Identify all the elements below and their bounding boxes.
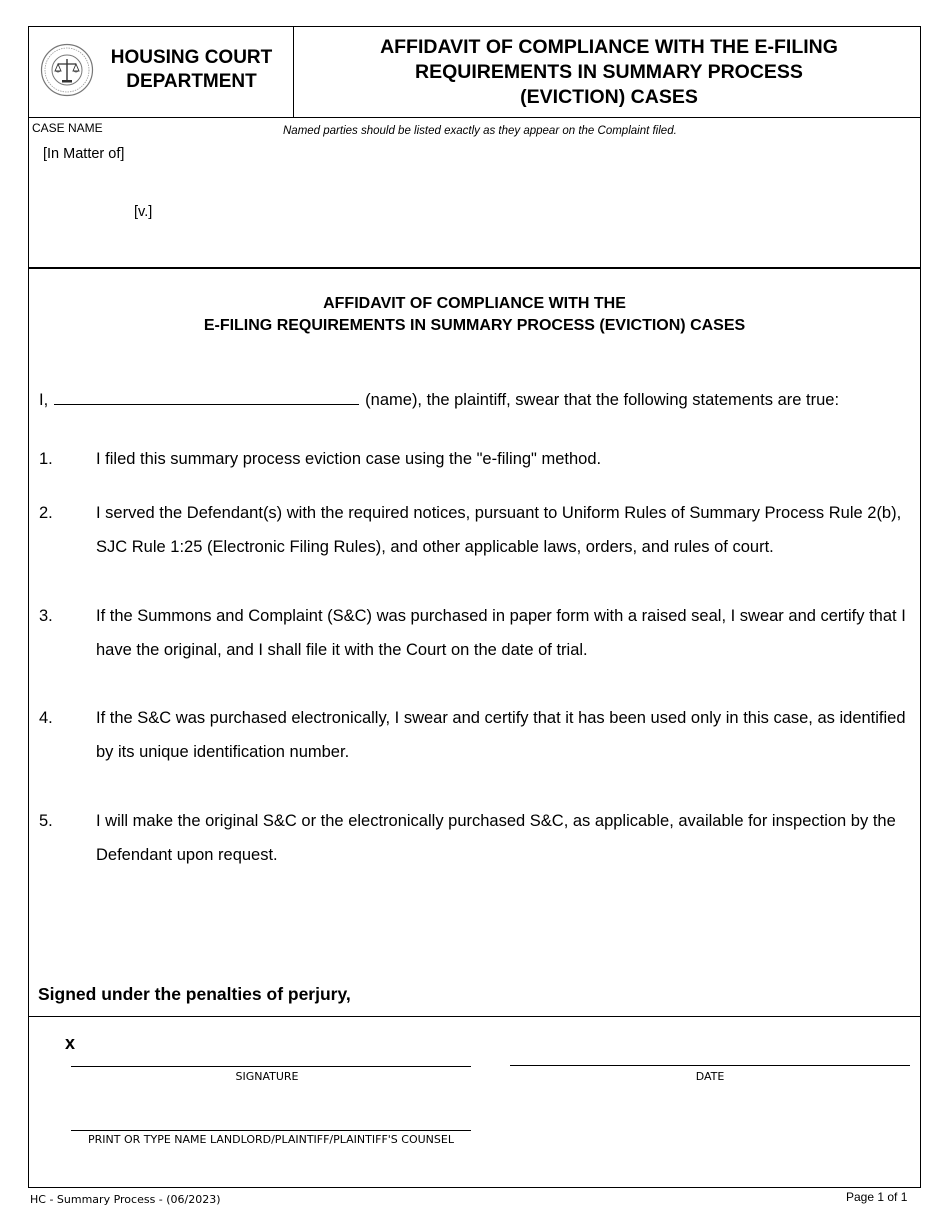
intro-end: (name), the plaintiff, swear that the following statements are true: xyxy=(365,391,840,409)
statement-item xyxy=(39,442,909,476)
affidavit-heading-line-2: E-FILING REQUIREMENTS IN SUMMARY PROCESS (EVICTION) CASES xyxy=(203,316,746,334)
perjury-statement: Signed under the penalties of perjury, xyxy=(38,984,351,1004)
signature-line[interactable] xyxy=(71,1066,471,1067)
title-line-1: AFFIDAVIT OF COMPLIANCE WITH THE E-FILING xyxy=(380,36,838,58)
statement-item xyxy=(39,599,909,667)
department-line-1: HOUSING COURT xyxy=(110,47,273,68)
statement-text: I served the Defendant(s) with the required notices, pursuant to Uniform Rules of Summary Process Rule 2(b), SJC Rule 1:25 (Electronic Filing Rules), and other applicable laws, orders, and rules of court. xyxy=(96,504,902,556)
statement-text: I filed this summary process eviction case using the "e-filing" method. xyxy=(96,450,602,468)
title-line-2: REQUIREMENTS IN SUMMARY PROCESS xyxy=(415,61,803,83)
title-line-3: (EVICTION) CASES xyxy=(520,86,698,108)
affidavit-heading-line-1: AFFIDAVIT OF COMPLIANCE WITH THE xyxy=(323,295,626,312)
statement-item xyxy=(39,804,909,872)
statement-item xyxy=(39,701,909,769)
form-title xyxy=(309,35,909,110)
date-line[interactable] xyxy=(510,1065,910,1066)
page-number: Page 1 of 1 xyxy=(846,1190,908,1204)
statement-item xyxy=(39,496,909,564)
statement-number: 3. xyxy=(39,607,53,625)
versus-field[interactable]: [v.] xyxy=(134,204,153,220)
affidavit-heading xyxy=(29,293,920,336)
form-id: HC - Summary Process - (06/2023) xyxy=(30,1193,221,1206)
intro-start: I, xyxy=(39,391,49,409)
form-frame xyxy=(28,26,921,1188)
department-line-2: DEPARTMENT xyxy=(126,71,257,92)
date-label: DATE xyxy=(695,1070,725,1083)
printed-name-label: PRINT OR TYPE NAME LANDLORD/PLAINTIFF/PLAINTIFF'S COUNSEL xyxy=(88,1133,454,1146)
case-name-section xyxy=(29,117,920,269)
statement-text: If the Summons and Complaint (S&C) was purchased in paper form with a raised seal, I swear and certify that I have the original, and I shall file it with the Court on the date of trial. xyxy=(96,607,906,659)
signature-label: SIGNATURE xyxy=(235,1070,299,1083)
printed-name-line[interactable] xyxy=(71,1130,471,1131)
statement-text: If the S&C was purchased electronically, I swear and certify that it has been used only in this case, as identified by its unique identification number. xyxy=(96,709,906,761)
in-matter-of-field[interactable]: [In Matter of] xyxy=(43,146,125,162)
statement-number: 1. xyxy=(39,450,53,468)
plaintiff-name-field[interactable] xyxy=(54,390,359,405)
case-name-label: CASE NAME xyxy=(32,121,103,135)
form-header xyxy=(29,27,920,118)
statement-number: 4. xyxy=(39,709,53,727)
statement-number: 5. xyxy=(39,812,53,830)
case-name-note: Named parties should be listed exactly as they appear on the Complaint filed. xyxy=(283,125,677,137)
signature-section xyxy=(29,1016,920,1146)
statement-number: 2. xyxy=(39,504,53,522)
intro-statement xyxy=(39,390,839,410)
statement-text: I will make the original S&C or the electronically purchased S&C, as applicable, available for inspection by the Defendant upon request. xyxy=(96,812,896,864)
department-cell xyxy=(29,27,294,117)
court-seal-icon xyxy=(40,43,94,97)
x-mark: x xyxy=(65,1033,76,1053)
department-name xyxy=(99,46,284,94)
